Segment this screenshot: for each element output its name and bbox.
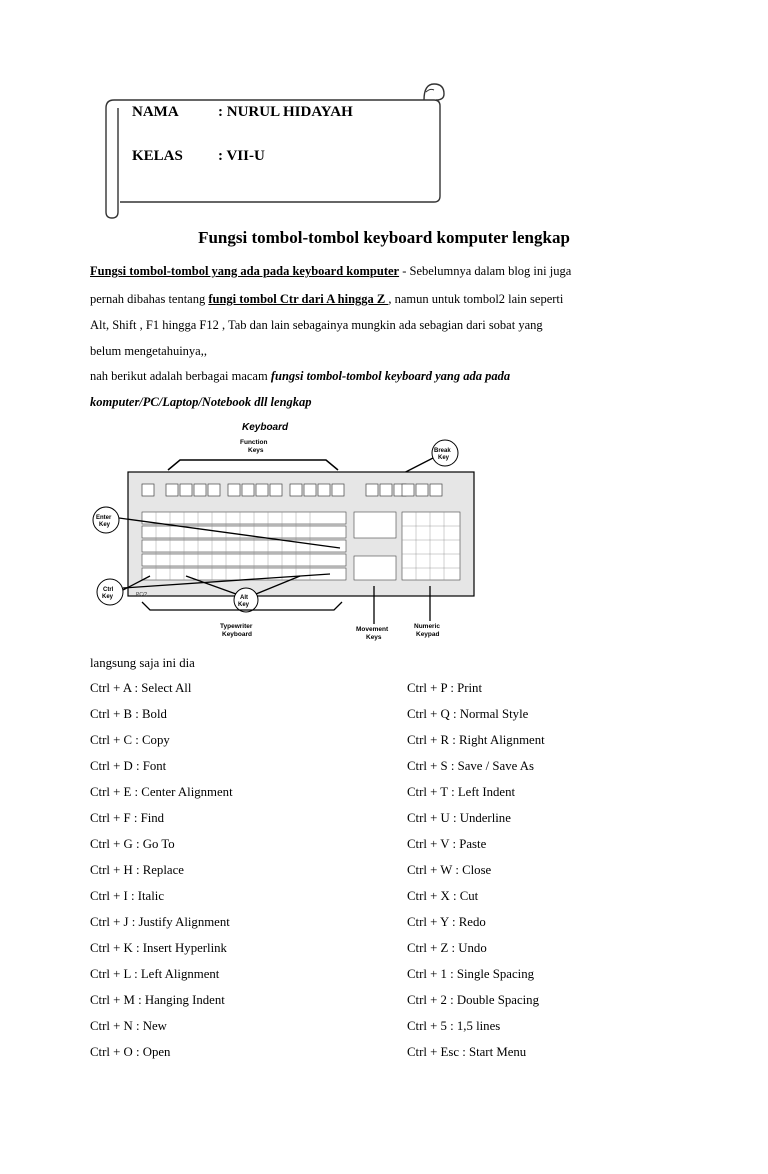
- svg-text:Key: Key: [99, 522, 111, 528]
- intro-link-1[interactable]: Fungsi tombol-tombol yang ada pada keyboard komputer: [90, 264, 400, 278]
- intro-text-5: nah berikut adalah berbagai macam: [90, 369, 271, 383]
- svg-text:Keys: Keys: [366, 634, 382, 641]
- svg-text:Key: Key: [238, 602, 250, 608]
- shortcut-item: Ctrl + F : Find: [90, 811, 165, 825]
- intro-line-5: [90, 369, 510, 384]
- shortcut-item: Ctrl + O : Open: [90, 1045, 171, 1059]
- shortcut-item: Ctrl + H : Replace: [90, 863, 184, 877]
- kelas-row: [132, 148, 265, 165]
- shortcut-item: Ctrl + D : Font: [90, 759, 167, 773]
- intro-em-5: fungsi tombol-tombol keyboard yang ada pada: [270, 369, 511, 383]
- shortcut-item: Ctrl + Z : Undo: [407, 941, 487, 955]
- shortcut-item: Ctrl + J : Justify Alignment: [90, 915, 230, 929]
- shortcut-item: Ctrl + A : Select All: [90, 681, 192, 695]
- shortcut-item: Ctrl + B : Bold: [90, 707, 167, 721]
- nama-label: NAMA: [132, 104, 179, 120]
- shortcut-item: Ctrl + Q : Normal Style: [407, 707, 529, 721]
- nama-value: : NURUL HIDAYAH: [218, 104, 353, 120]
- intro-line-1: [90, 264, 571, 279]
- shortcut-item: Ctrl + Esc : Start Menu: [407, 1045, 527, 1059]
- intro-line-4: belum mengetahuinya,,: [90, 344, 207, 358]
- kb-title: Keyboard: [242, 422, 289, 433]
- intro-line-6: [90, 395, 312, 410]
- intro-text-2b: , namun untuk tombol2 lain seperti: [388, 292, 564, 306]
- svg-text:Ctrl: Ctrl: [103, 587, 114, 593]
- svg-text:Alt: Alt: [240, 595, 248, 601]
- shortcut-item: Ctrl + S : Save / Save As: [407, 759, 535, 773]
- intro-link-2[interactable]: fungi tombol Ctr dari A hingga Z: [208, 292, 389, 306]
- svg-text:Movement: Movement: [356, 626, 389, 633]
- shortcut-item: Ctrl + U : Underline: [407, 811, 511, 825]
- svg-text:Enter: Enter: [96, 515, 112, 521]
- svg-text:Numeric: Numeric: [414, 623, 441, 630]
- intro-line-2: [90, 292, 563, 307]
- shortcut-item: Ctrl + R : Right Alignment: [407, 733, 545, 747]
- svg-text:Key: Key: [438, 455, 450, 461]
- shortcut-item: Ctrl + 2 : Double Spacing: [407, 993, 539, 1007]
- intro-text-1: - Sebelumnya dalam blog ini juga: [399, 264, 572, 278]
- kelas-value: : VII-U: [218, 148, 265, 164]
- shortcut-item: Ctrl + T : Left Indent: [407, 785, 516, 799]
- shortcut-item: Ctrl + I : Italic: [90, 889, 165, 903]
- keyboard-diagram: [90, 416, 480, 649]
- shortcut-item: Ctrl + P : Print: [407, 681, 483, 695]
- nama-row: [132, 104, 353, 121]
- shortcut-item: Ctrl + M : Hanging Indent: [90, 993, 225, 1007]
- shortcut-item: Ctrl + V : Paste: [407, 837, 487, 851]
- shortcut-item: Ctrl + Y : Redo: [407, 915, 486, 929]
- shortcut-item: Ctrl + 5 : 1,5 lines: [407, 1019, 501, 1033]
- kelas-label: KELAS: [132, 148, 183, 164]
- intro-em-6: komputer/PC/Laptop/Notebook dll lengkap: [90, 395, 312, 409]
- intro-line-3: Alt, Shift , F1 hingga F12 , Tab dan lain sebagainya mungkin ada sebagian dari sobat yang: [90, 318, 543, 332]
- kb-function-keys: Function: [240, 439, 268, 446]
- shortcut-item: Ctrl + 1 : Single Spacing: [407, 967, 535, 981]
- kb-pc-label: PC/2: [136, 592, 148, 598]
- intro-text-2a: pernah dibahas tentang: [90, 292, 209, 306]
- shortcut-item: Ctrl + C : Copy: [90, 733, 170, 747]
- page-title: Fungsi tombol-tombol keyboard komputer lengkap: [198, 228, 570, 247]
- shortcut-item: Ctrl + X : Cut: [407, 889, 479, 903]
- keyboard-icon: [90, 416, 480, 644]
- shortcut-item: Ctrl + N : New: [90, 1019, 167, 1033]
- lead-text: langsung saja ini dia: [90, 656, 195, 670]
- shortcut-item: Ctrl + G : Go To: [90, 837, 175, 851]
- svg-text:Keypad: Keypad: [416, 631, 440, 638]
- svg-text:Keyboard: Keyboard: [222, 631, 252, 638]
- svg-text:Typewriter: Typewriter: [220, 623, 253, 630]
- svg-text:Keys: Keys: [248, 447, 264, 454]
- shortcut-item: Ctrl + L : Left Alignment: [90, 967, 220, 981]
- shortcut-item: Ctrl + K : Insert Hyperlink: [90, 941, 227, 955]
- shortcut-item: Ctrl + E : Center Alignment: [90, 785, 233, 799]
- svg-text:Break: Break: [434, 448, 451, 454]
- shortcut-item: Ctrl + W : Close: [407, 863, 492, 877]
- svg-text:Key: Key: [102, 594, 114, 600]
